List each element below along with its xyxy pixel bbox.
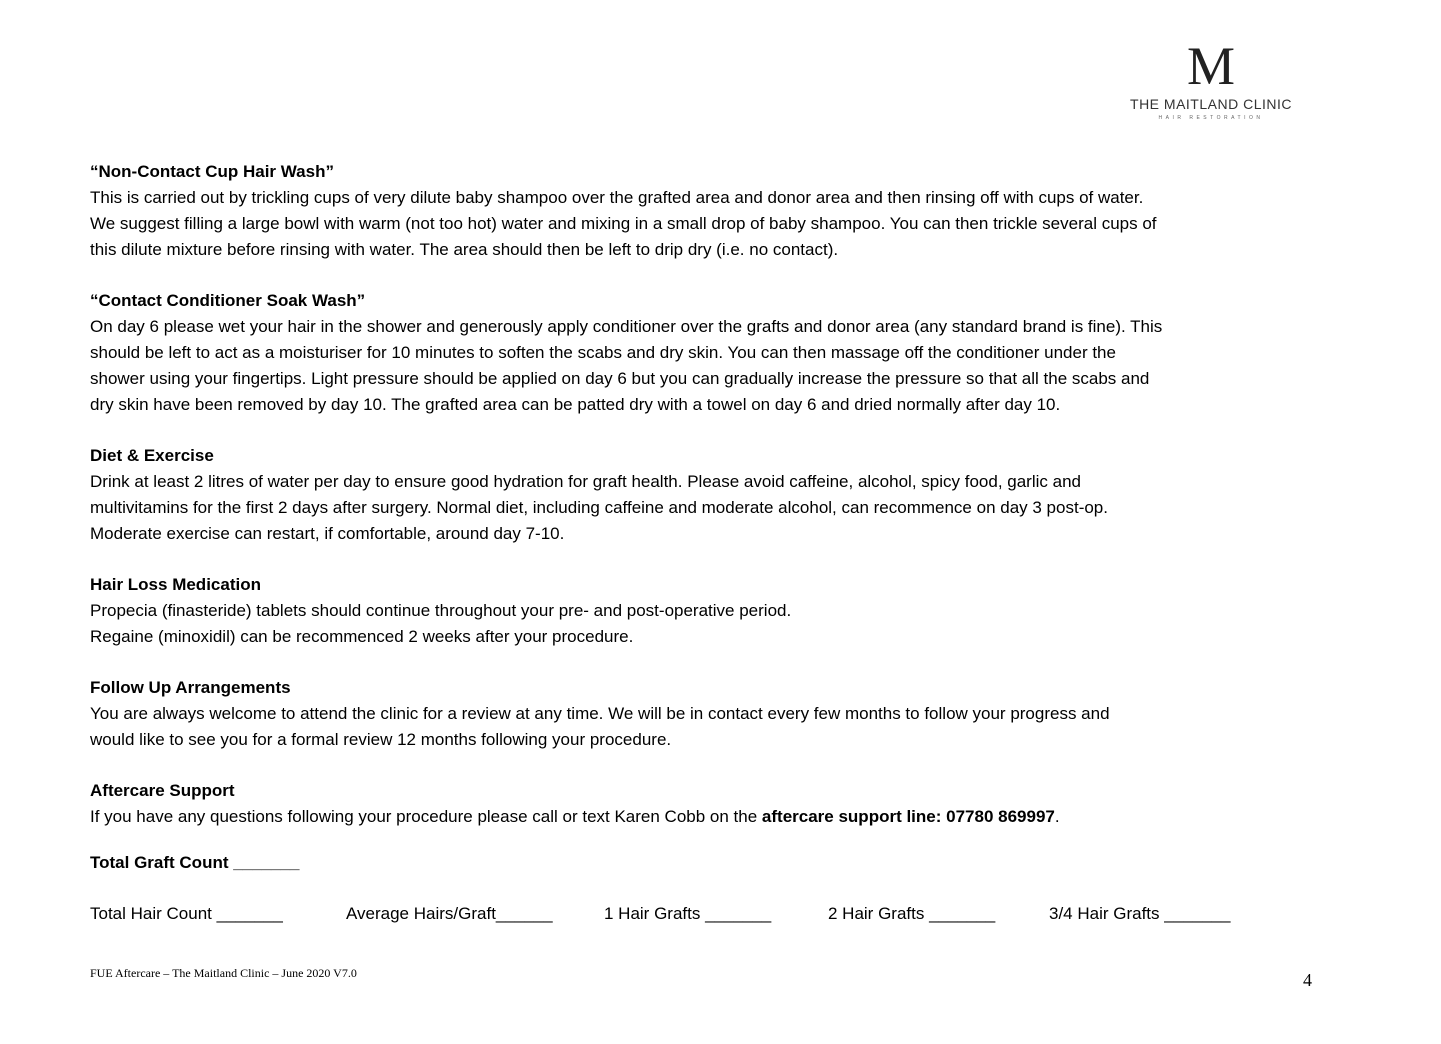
paragraph-line: dry skin have been removed by day 10. The grafted area can be patted dry with a towel on day 6 and dried normally after day 10. [90, 395, 1061, 414]
paragraph-line: would like to see you for a formal review 12 months following your procedure. [90, 730, 672, 749]
aftercare-text-after: . [1054, 807, 1060, 826]
section-heading: Diet & Exercise [90, 446, 214, 465]
section-heading: Follow Up Arrangements [90, 678, 291, 697]
section-cup-hair-wash [90, 159, 1330, 263]
clinic-logo [1108, 38, 1314, 121]
paragraph-line: On day 6 please wet your hair in the shower and generously apply conditioner over the grafts and donor area (any standard brand is fine). This [90, 317, 1163, 336]
paragraph-line: This is carried out by trickling cups of very dilute baby shampoo over the grafted area and donor area and then rinsing off with cups of water. [90, 188, 1144, 207]
aftercare-text-before: If you have any questions following your procedure please call or text Karen Cobb on the [90, 807, 762, 826]
section-follow-up [90, 675, 1330, 753]
total-graft-count: Total Graft Count _______ [90, 853, 300, 872]
paragraph-line: Propecia (finasteride) tablets should continue throughout your pre- and post-operative period. [90, 601, 792, 620]
logo-tagline: HAIR RESTORATION [1158, 115, 1264, 121]
section-aftercare-support [90, 778, 1330, 830]
footer-document-info: FUE Aftercare – The Maitland Clinic – June 2020 V7.0 [90, 966, 357, 980]
paragraph-line: Drink at least 2 litres of water per day to ensure good hydration for graft health. Please avoid caffeine, alcohol, spicy food, garlic and [90, 472, 1081, 491]
aftercare-text [90, 804, 1330, 830]
paragraph-line: Regaine (minoxidil) can be recommenced 2 weeks after your procedure. [90, 627, 634, 646]
one-hair-grafts: 1 Hair Grafts _______ [604, 904, 772, 923]
paragraph-line: should be left to act as a moisturiser for 10 minutes to soften the scabs and dry skin. You can then massage off the conditioner under the [90, 343, 1116, 362]
section-heading: Hair Loss Medication [90, 575, 261, 594]
paragraph-line: this dilute mixture before rinsing with water. The area should then be left to drip dry (i.e. no contact). [90, 240, 839, 259]
logo-name: THE MAITLAND CLINIC [1130, 96, 1292, 112]
paragraph-line: shower using your fingertips. Light pressure should be applied on day 6 but you can gradually increase the pressure so that all the scabs and [90, 369, 1150, 388]
paragraph-line: We suggest filling a large bowl with warm (not too hot) water and mixing in a small drop of baby shampoo. You can then trickle several cups of [90, 214, 1157, 233]
section-heading: “Contact Conditioner Soak Wash” [90, 291, 366, 310]
paragraph-line: Moderate exercise can restart, if comfortable, around day 7-10. [90, 524, 565, 543]
two-hair-grafts: 2 Hair Grafts _______ [828, 904, 996, 923]
section-conditioner-soak-wash [90, 288, 1330, 418]
section-heading: “Non-Contact Cup Hair Wash” [90, 162, 334, 181]
logo-letter: M [1186, 36, 1235, 96]
total-hair-count: Total Hair Count _______ [90, 904, 283, 923]
paragraph-line: You are always welcome to attend the clinic for a review at any time. We will be in contact every few months to follow your progress and [90, 704, 1110, 723]
three-four-hair-grafts: 3/4 Hair Grafts _______ [1049, 904, 1231, 923]
section-heading: Aftercare Support [90, 781, 235, 800]
page-number: 4 [1303, 970, 1312, 990]
aftercare-phone: aftercare support line: 07780 869997 [761, 807, 1055, 826]
paragraph-line: multivitamins for the first 2 days after surgery. Normal diet, including caffeine and moderate alcohol, can recommence on day 3 post-op. [90, 498, 1108, 517]
average-hairs-per-graft: Average Hairs/Graft______ [346, 904, 553, 923]
section-diet-exercise [90, 443, 1330, 547]
document-body [90, 159, 1330, 855]
section-hair-loss-medication [90, 572, 1330, 650]
